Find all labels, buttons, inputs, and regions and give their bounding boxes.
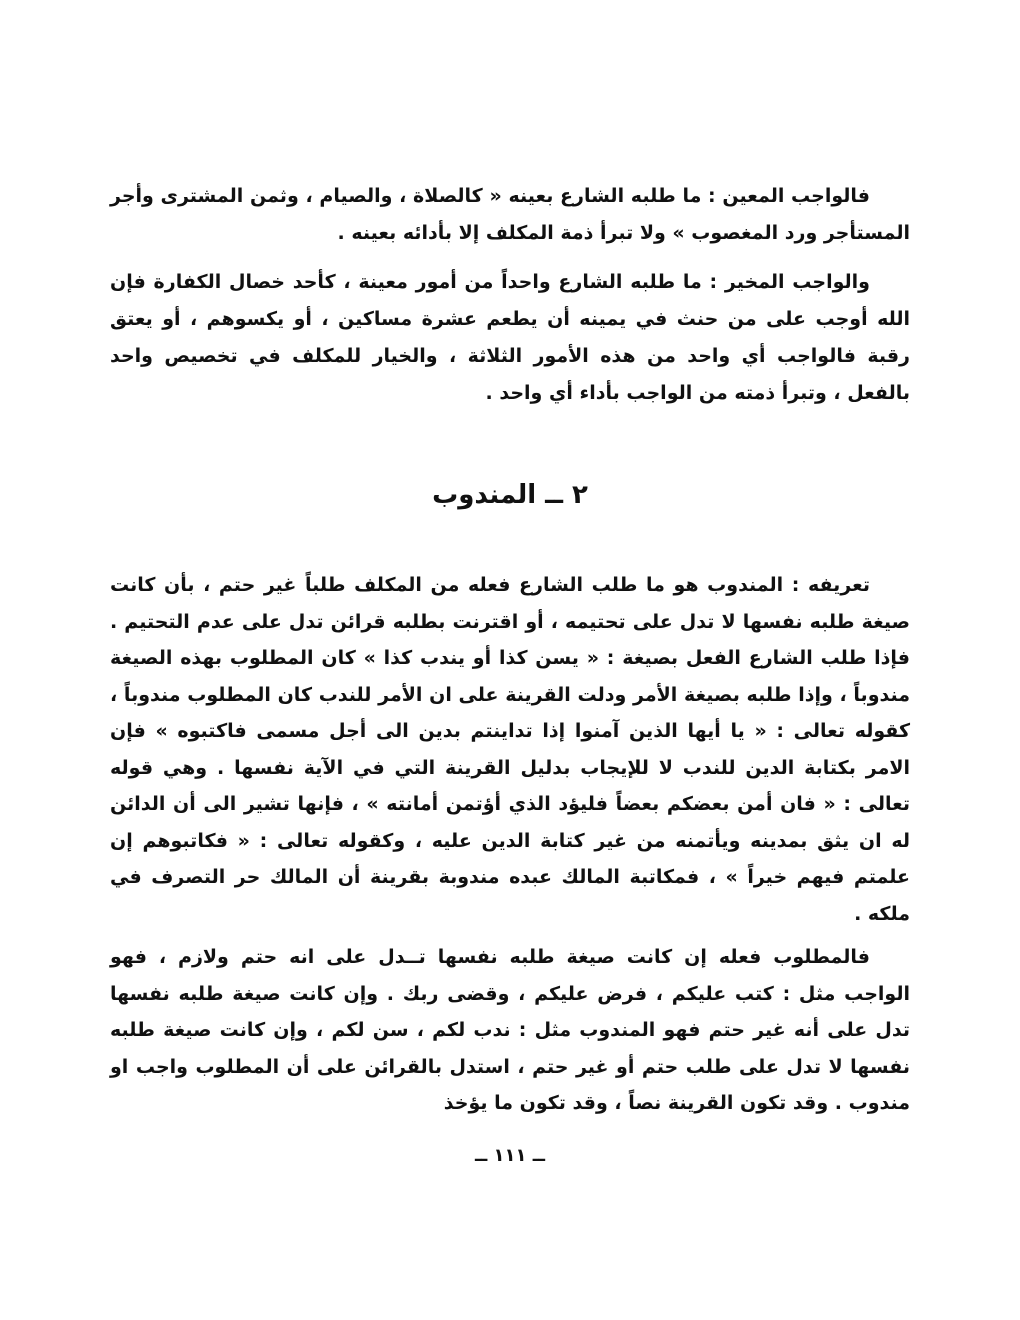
paragraph-text: فالمطلوب فعله إن كانت صيغة طلبه نفسها تــدل على انه حتم ولازم ، فهو الواجب مثل : كتب عليكم ، فرض عليكم ، وقضى ربك . وإن كانت صيغة طلبه نفسها تدل على أنه غير حتم فهو المندوب مثل : ندب لكم ، سن لكم ، وإن كانت صيغة طلبه نفسها لا تدل على طلب حتم أو غير حتم ، استدل بالقرائن على أن المطلوب واجب او مندوب . وقد تكون القرينة نصاً ، وقد تكون ما يؤخذ <box>110 946 910 1114</box>
paragraph-obligatory-specific <box>110 178 910 252</box>
page-number: ــ ١١١ ــ <box>474 1145 546 1166</box>
paragraph-text: فالواجب المعين : ما طلبه الشارع بعينه « كالصلاة ، والصيام ، وثمن المشترى وأجر المستأجر ورد المغصوب » ولا تبرأ ذمة المكلف إلا بأدائه بعينه . <box>110 185 910 244</box>
paragraph-summary <box>110 939 910 1122</box>
paragraph-definition <box>110 567 910 932</box>
section-heading: ٢ ــ المندوب <box>432 480 588 510</box>
paragraph-text: تعريفه : المندوب هو ما طلب الشارع فعله من المكلف طلباً غير حتم ، بأن كانت صيغة طلبه نفسها لا تدل على تحتيمه ، أو اقترنت بطلبه قرائن تدل على عدم التحتيم . فإذا طلب الشارع الفعل بصيغة : « يسن كذا أو يندب كذا » كان المطلوب بهذه الصيغة مندوباً ، وإذا طلبه بصيغة الأمر ودلت القرينة على ان الأمر للندب كان المطلوب مندوباً ، كقوله تعالى : « يا أيها الذين آمنوا إذا تداينتم بدين الى أجل مسمى فاكتبوه » فإن الامر بكتابة الدين للندب لا للإيجاب بدليل القرينة التي في الآية نفسها . وهي قوله تعالى : « فان أمن بعضكم بعضاً فليؤد الذي أؤتمن أمانته » ، فإنها تشير الى أن الدائن له ان يثق بمدينه ويأتمنه من غير كتابة الدين عليه ، وكقوله تعالى : « فكاتبوهم إن علمتم فيهم خيراً » ، فمكاتبة المالك عبده مندوبة بقرينة أن المالك حر التصرف في ملكه . <box>110 574 910 925</box>
paragraph-obligatory-optional <box>110 264 910 412</box>
paragraph-text: والواجب المخير : ما طلبه الشارع واحداً من أمور معينة ، كأحد خصال الكفارة فإن الله أوجب على من حنث في يمينه أن يطعم عشرة مساكين ، أو يكسوهم ، أو يعتق رقبة فالواجب أي واحد من هذه الأمور الثلاثة ، والخيار للمكلف في تخصيص واحد بالفعل ، وتبرأ ذمته من الواجب بأداء أي واحد . <box>110 271 910 404</box>
